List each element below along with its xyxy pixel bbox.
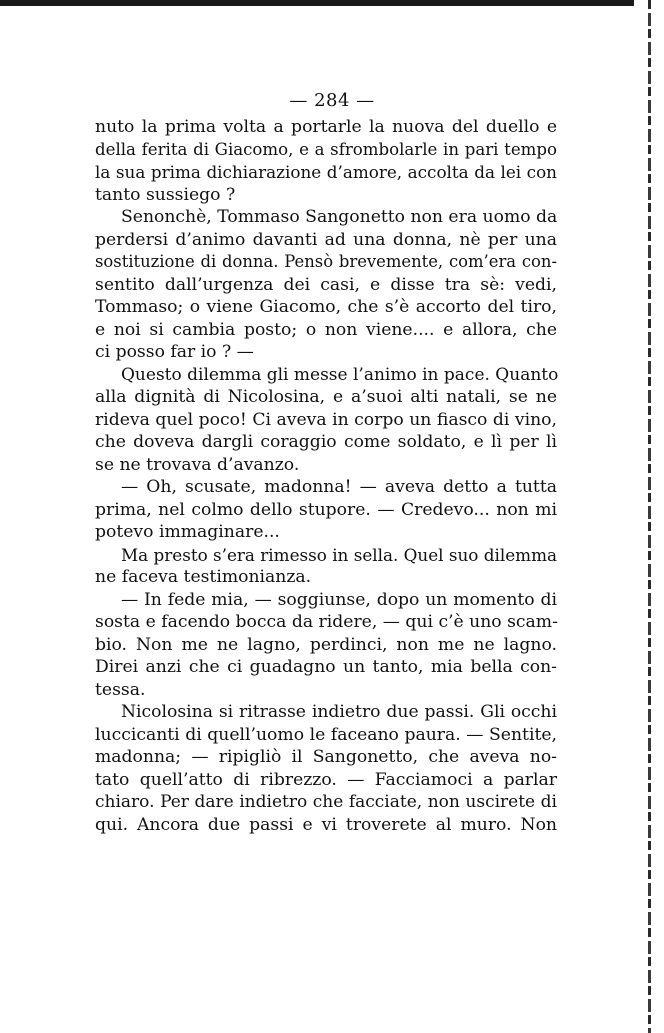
text-line: se ne trovava d’avanzo. xyxy=(95,454,300,475)
text-line: tessa. xyxy=(95,679,146,700)
text-line: Senonchè, Tommaso Sangonetto non era uomo da xyxy=(121,207,558,227)
text-line: ci posso far io ? — xyxy=(95,342,254,362)
text-line: bio. Non me ne lagno, perdinci, non me ne lagno. xyxy=(95,634,557,655)
text-line: nuto la prima volta a portarle la nuova del duello e xyxy=(95,117,557,137)
text-line: — Oh, scusate, madonna! — aveva detto a tutta xyxy=(121,477,557,497)
text-line: potevo immaginare... xyxy=(95,522,280,542)
text-line: Questo dilemma gli messe l’animo in pace. Quanto xyxy=(121,364,559,385)
text-line: prima, nel colmo dello stupore. — Credevo... non mi xyxy=(95,499,557,520)
text-line: rideva quel poco! Ci aveva in corpo un fiasco di vino, xyxy=(95,409,557,430)
text-line: madonna; — ripigliò il Sangonetto, che aveva no- xyxy=(95,747,557,767)
text-line: perdersi d’animo davanti ad una donna, nè per una xyxy=(95,229,557,250)
body-text xyxy=(95,116,557,836)
page-top-border xyxy=(0,0,664,6)
text-line: Tommaso; o viene Giacomo, che s’è accorto del tiro, xyxy=(95,297,557,317)
text-line: alla dignità di Nicolosina, e a’suoi alti natali, se ne xyxy=(95,387,557,407)
text-line: della ferita di Giacomo, e a sfrombolarle in pari tempo xyxy=(95,139,557,159)
page-right-edge xyxy=(634,0,664,1033)
text-line: — In fede mia, — soggiunse, dopo un momento di xyxy=(121,589,557,610)
text-line: Nicolosina si ritrasse indietro due passi. Gli occhi xyxy=(121,702,557,722)
text-line: che doveva dargli coraggio come soldato, e lì per lì xyxy=(95,432,557,452)
text-line: tanto sussiego ? xyxy=(95,184,236,205)
text-line: ne faceva testimonianza. xyxy=(95,567,312,587)
text-line: qui. Ancora due passi e vi troverete al muro. Non xyxy=(95,814,557,835)
text-line: Ma presto s’era rimesso in sella. Quel suo dilemma xyxy=(121,544,557,565)
text-line: e noi si cambia posto; o non viene.... e allora, che xyxy=(95,319,557,340)
text-line: chiaro. Per dare indietro che facciate, non uscirete di xyxy=(95,792,557,812)
text-line: la sua prima dichiarazione d’amore, accolta da lei con xyxy=(95,162,557,182)
page-number: — 284 — xyxy=(289,90,375,111)
text-line: sostituzione di donna. Pensò brevemente, com’era con- xyxy=(95,252,557,271)
binding-edge-line xyxy=(648,0,651,1033)
text-line: sosta e facendo bocca da ridere, — qui c’è uno scam- xyxy=(95,612,558,632)
text-line: luccicanti di quell’uomo le faceano paura. — Sentite, xyxy=(95,724,557,745)
text-line: tato quell’atto di ribrezzo. — Facciamoci a parlar xyxy=(95,769,557,790)
text-line: sentito dall’urgenza dei casi, e disse tra sè: vedi, xyxy=(95,274,557,295)
text-line: Direi anzi che ci guadagno un tanto, mia bella con- xyxy=(95,657,557,677)
